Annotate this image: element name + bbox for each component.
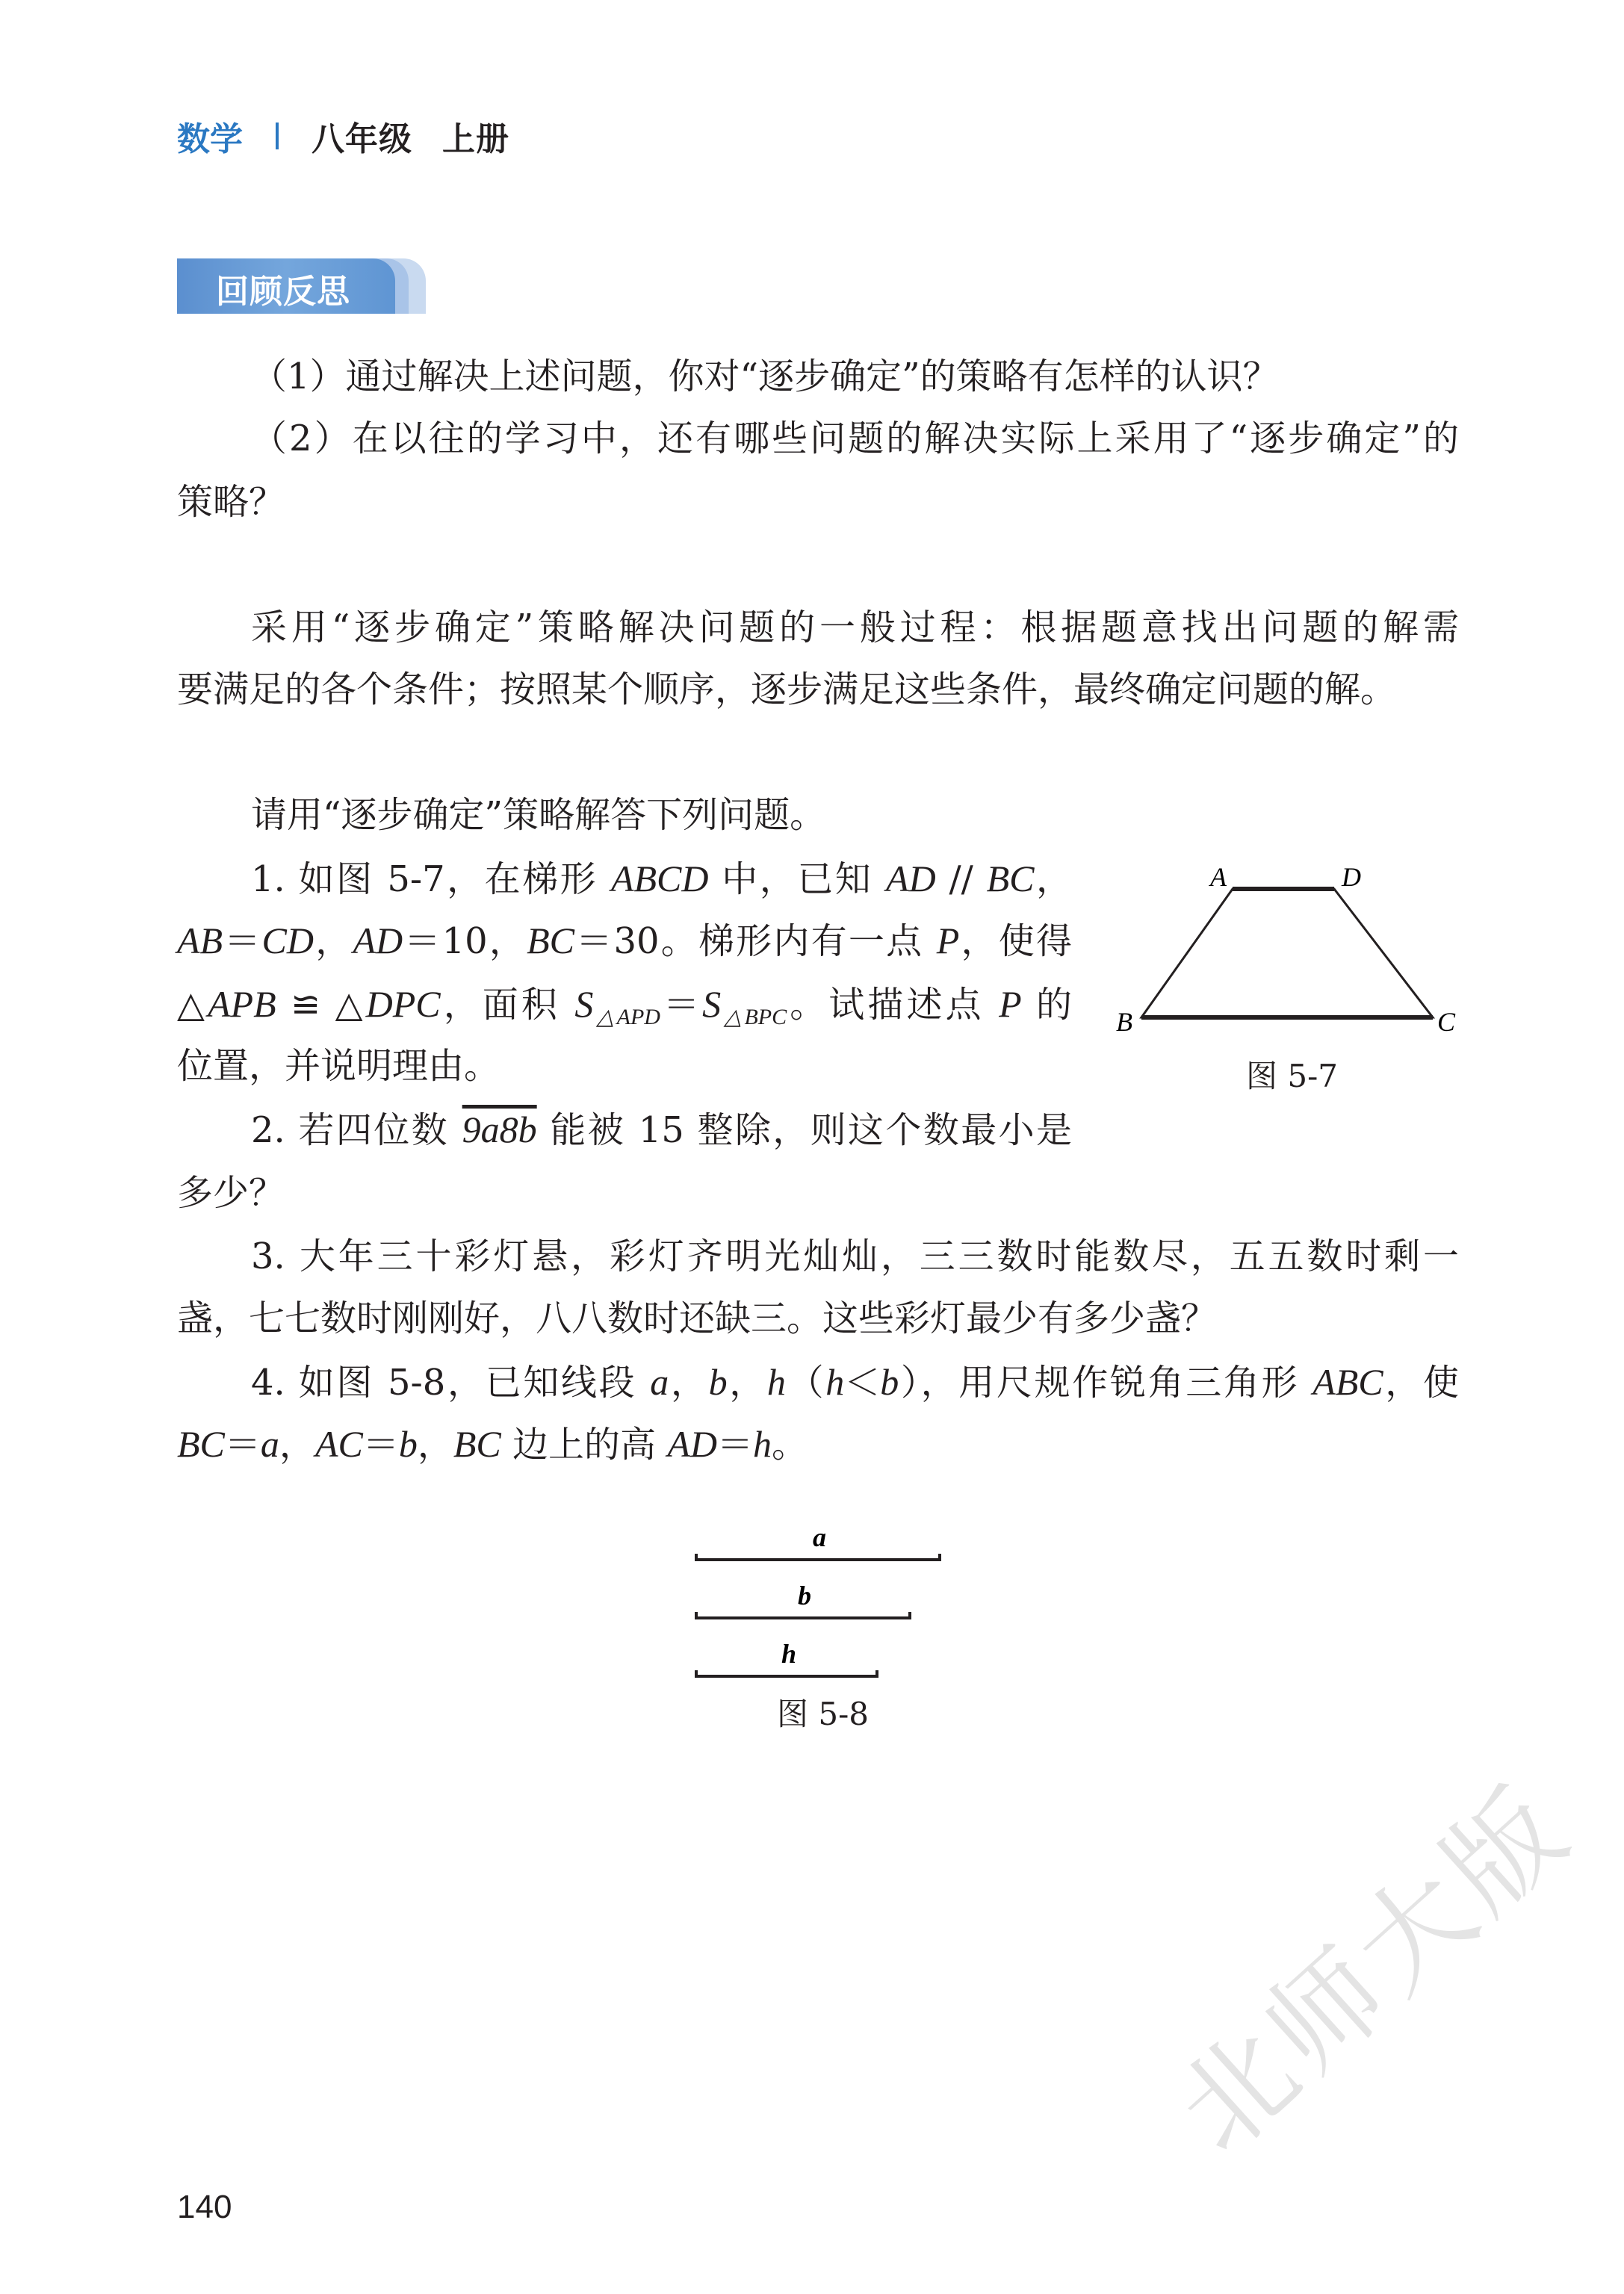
header-divider	[276, 123, 279, 149]
math-expression: AD	[667, 1423, 717, 1465]
text-run: 的	[1021, 984, 1072, 1026]
text-line	[251, 855, 1072, 902]
math-expression: b	[398, 1423, 418, 1465]
text-run: //	[935, 858, 987, 900]
text-run: 。	[771, 1424, 808, 1466]
vertex-label-b: B	[1116, 1007, 1132, 1037]
text-run: 2. 若四位数	[251, 1109, 462, 1151]
text-run: 要满足的各个条件；按照某个顺序，逐步满足这些条件，最终确定问题的解。	[177, 669, 1397, 710]
math-expression: h	[766, 1361, 786, 1403]
text-run: ，	[727, 1362, 767, 1404]
math-expression: APB	[208, 983, 276, 1025]
text-line	[177, 917, 1072, 964]
text-run: ≌ △	[276, 984, 366, 1026]
math-expression: BC	[986, 858, 1035, 899]
math-expression: BC	[453, 1423, 501, 1465]
text-run: 盏，七七数时刚刚好，八八数时还缺三。这些彩灯最少有多少盏？	[177, 1298, 1218, 1339]
math-expression: BC	[527, 920, 574, 961]
section-banner-title: 回顾反思	[216, 273, 350, 311]
segment-label-a: a	[813, 1522, 826, 1552]
math-expression: $S_{\triangle BPC}$	[702, 983, 787, 1029]
text-run: ，	[314, 920, 353, 962]
segment-label-h: h	[781, 1639, 797, 1669]
text-run: △	[177, 984, 208, 1026]
text-run: ，	[279, 1424, 315, 1466]
text-line	[251, 604, 1459, 651]
text-run: ），用尺规作锐角三角形	[899, 1362, 1313, 1404]
text-line	[251, 1233, 1459, 1280]
text-run: ＝	[223, 920, 262, 962]
math-subscript: △BPC	[721, 1005, 787, 1029]
text-line	[251, 415, 1459, 462]
math-expression: $S_{\triangle APD}$	[574, 983, 660, 1029]
text-line	[251, 1106, 1072, 1153]
math-expression: a	[260, 1423, 279, 1465]
text-line	[251, 353, 1459, 400]
text-run: 4. 如图 5-8，已知线段	[251, 1362, 651, 1404]
math-expression: DPC	[365, 983, 441, 1025]
math-expression: ABC	[1312, 1361, 1383, 1403]
text-line	[177, 478, 1459, 526]
text-run: ，面积	[440, 984, 575, 1026]
grade-label: 八年级	[312, 120, 412, 158]
segment-label-b: b	[798, 1581, 811, 1611]
text-run: ，使得	[959, 920, 1072, 962]
math-expression: AB	[177, 920, 223, 961]
text-run: 1. 如图 5-7，在梯形	[251, 858, 611, 900]
text-line	[251, 1358, 1459, 1406]
math-expression: AC	[314, 1423, 363, 1465]
text-run: ，使	[1383, 1362, 1459, 1404]
math-expression: ABCD	[610, 858, 709, 899]
text-run: ＜	[844, 1362, 881, 1404]
figure-5-8-caption: 图 5-8	[777, 1696, 869, 1732]
math-expression: CD	[261, 920, 314, 961]
text-run: 多少？	[177, 1172, 285, 1214]
math-expression: b	[880, 1361, 899, 1403]
vertex-label-c: C	[1437, 1007, 1456, 1037]
text-run: ＝	[362, 1424, 399, 1466]
text-run: ＝	[660, 984, 703, 1026]
text-line	[177, 980, 1072, 1028]
text-run: ，	[417, 1424, 453, 1466]
text-line	[177, 1042, 1072, 1090]
math-expression: BC	[177, 1423, 225, 1465]
text-run: ＝	[224, 1424, 261, 1466]
text-run: （1）通过解决上述问题，你对“逐步确定”的策略有怎样的认识？	[251, 356, 1279, 397]
math-expression: a	[650, 1361, 669, 1403]
text-run: 3. 大年三十彩灯悬，彩灯齐明光灿灿，三三数时能数尽，五五数时剩一	[251, 1236, 1459, 1277]
math-expression: AD	[353, 920, 403, 961]
text-run: ＝	[716, 1424, 753, 1466]
text-line	[177, 666, 1459, 713]
text-run: ＝10，	[403, 920, 527, 962]
page-number: 140	[177, 2189, 232, 2225]
math-expression: h	[825, 1361, 845, 1403]
text-run: 位置，并说明理由。	[177, 1045, 500, 1087]
vertex-label-a: A	[1210, 862, 1227, 892]
text-run: 。试描述点	[787, 984, 999, 1026]
text-run: 边上的高	[500, 1424, 668, 1466]
math-expression: AD	[886, 858, 936, 899]
math-expression: h	[752, 1423, 772, 1465]
text-line	[251, 791, 1459, 839]
math-expression: 9a8b	[462, 1109, 537, 1150]
vertex-label-d: D	[1342, 862, 1361, 892]
math-expression: b	[708, 1361, 728, 1403]
text-run: 请用“逐步确定”策略解答下列问题。	[251, 794, 826, 836]
text-run: ＝30。梯形内有一点	[574, 920, 937, 962]
section-banner	[177, 258, 426, 314]
text-run: ，	[1034, 858, 1072, 900]
text-run: 中，已知	[708, 858, 887, 900]
text-line	[177, 1169, 1459, 1217]
text-run: （2）在以往的学习中，还有哪些问题的解决实际上采用了“逐步确定”的	[251, 418, 1459, 459]
text-run: 能被 15 整除，则这个数最小是	[536, 1109, 1072, 1151]
subject-title: 数学	[177, 120, 243, 158]
text-run: （	[785, 1362, 826, 1404]
figure-5-7-trapezoid	[1106, 852, 1494, 1046]
text-run: ，	[669, 1362, 709, 1404]
text-run: 采用“逐步确定”策略解决问题的一般过程：根据题意找出问题的解需	[251, 607, 1459, 648]
text-line	[177, 1295, 1459, 1342]
text-run: 策略？	[177, 481, 285, 523]
math-subscript: △APD	[593, 1005, 660, 1029]
running-header	[177, 112, 509, 160]
volume-label: 上册	[442, 120, 509, 158]
math-expression: P	[999, 983, 1022, 1025]
figure-5-7-caption: 图 5-7	[1246, 1058, 1338, 1094]
figure-5-8-segments	[687, 1509, 956, 1688]
text-line	[177, 1420, 1459, 1468]
publisher-watermark: 北师大版	[1153, 1761, 1596, 2178]
math-expression: P	[936, 920, 960, 961]
